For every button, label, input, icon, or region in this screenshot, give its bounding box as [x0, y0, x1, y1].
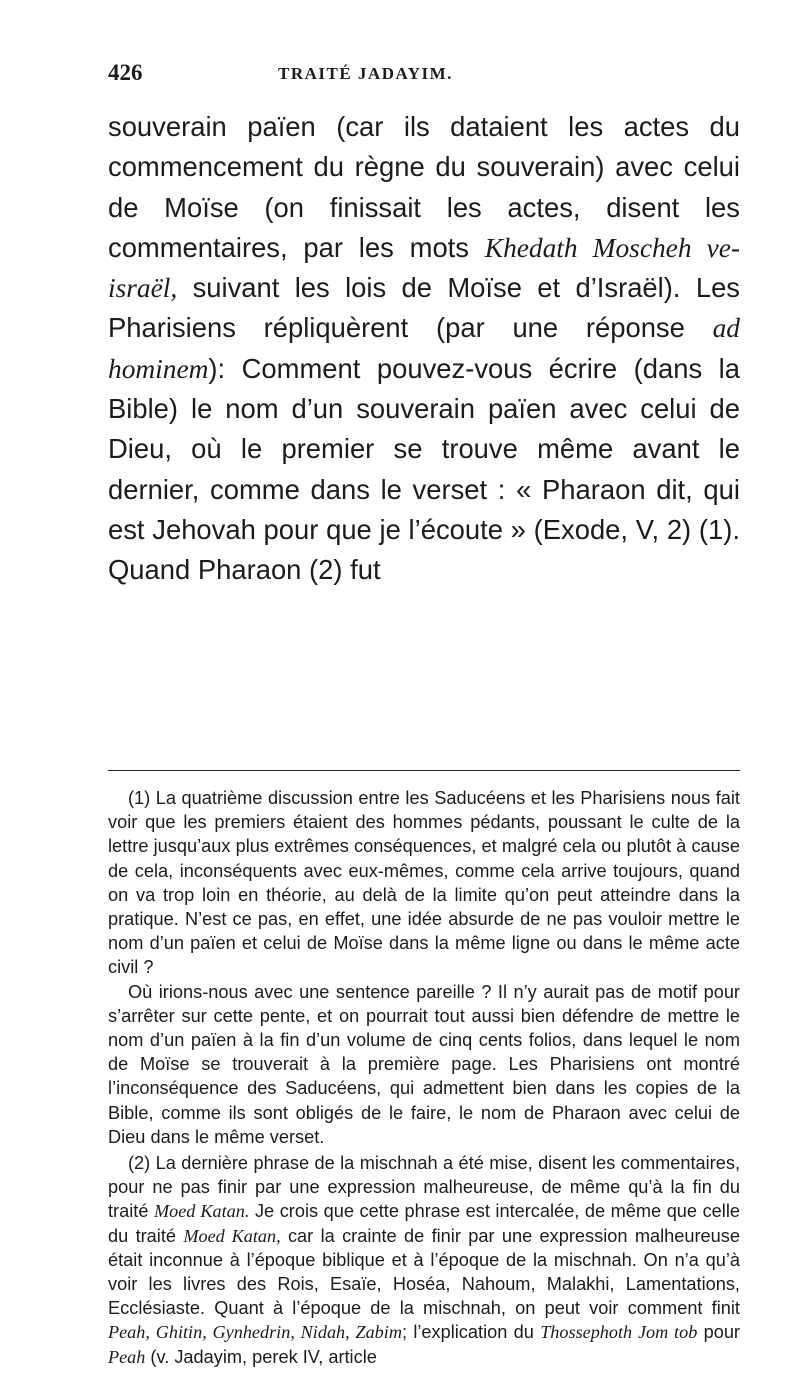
footnote-italic: Peah, Ghitin, Gynhedrin, Nidah, Zabim [108, 1322, 402, 1343]
footnote-italic: Peah [108, 1346, 146, 1367]
footnote-segment: Je crois que cette phrase est intercalée, de même que celle du traité [108, 1201, 740, 1246]
page-number: 426 [108, 60, 143, 85]
page-header [108, 60, 740, 88]
footnote-segment: (2) La dernière phrase de la mischnah a été mise, disent les commentaires, pour ne pas finir par une expression malheureuse, de même qu’à la fin du traité [108, 1153, 740, 1222]
main-text-italic: Khedath Moscheh ve-israël, [108, 232, 741, 304]
footnote-segment: (v. Jadayim, perek IV, article [145, 1346, 377, 1367]
footnote-italic: Moed Katan. [153, 1201, 250, 1222]
running-title: TRAITÉ JADAYIM. [278, 64, 453, 83]
main-text-segment: suivant les lois de Moïse et d’Israël). Les Pharisiens répliquèrent (par une réponse [108, 272, 740, 344]
footnote-italic: Thossephoth Jom tob [540, 1322, 698, 1343]
footnote-segment: pour [697, 1322, 740, 1343]
main-text-italic: ad hominem [108, 313, 740, 384]
footnote-separator [108, 770, 740, 771]
footnote-2 [108, 1151, 740, 1369]
main-text-segment: ): Comment pouvez-vous écrire (dans la Bible) le nom d’un souverain païen avec celui de Dieu, où le premier se trouve même avant le dernier, comme dans le verset : « Pharaon dit, qui est Jehovah pour que je l’écoute » (Exode, V, 2) (1). Quand Pharaon (2) fut [108, 352, 740, 586]
footnote-segment: car la crainte de finir par une expression malheureuse était inconnue à l’époque biblique et à l’époque de la mischnah. On n’a qu’à voir les livres des Rois, Esaïe, Hoséa, Nahoum, Malakhi, Lamentations, Ecclésiaste. Quant à l’époque de la mischnah, on peut voir comment finit [108, 1225, 740, 1319]
footnote-italic: Moed Katan, [183, 1225, 281, 1246]
footnote-segment: ; l’explication du [401, 1322, 541, 1343]
main-text [108, 107, 740, 591]
main-text-segment: souverain païen (car ils dataient les actes du commencement du règne du souverain) avec celui de Moïse (on finissait les actes, disent les commentaires, par les mots [108, 111, 740, 263]
main-paragraph [108, 107, 740, 591]
footnotes [108, 786, 740, 1369]
footnote-1-continuation: Où irions-nous avec une sentence pareille ? Il n’y aurait pas de motif pour s’arrêter sur cette pente, et on pourrait tout aussi bien défendre de mettre le nom d’un païen à la fin d’un volume de cinq cents folios, dans lequel le nom de Moïse se trouverait à la première page. Les Pharisiens ont montré l’inconséquence des Saducéens, qui admettent bien dans les copies de la Bible, comme ils sont obligés de le faire, le nom de Pharaon avec celui de Dieu dans le même verset. [108, 981, 740, 1147]
footnote-1: (1) La quatrième discussion entre les Saducéens et les Pharisiens nous fait voir que les premiers étaient des hommes pédants, poussant le culte de la lettre jusqu’aux plus extrêmes conséquences, et malgré cela ou plutôt à cause de cela, inconséquents avec eux-mêmes, comme cela arrive toujours, quand on va trop loin en théorie, au delà de la limite qu’on peut atteindre dans la pratique. N’est ce pas, en effet, une idée absurde de ne pas vouloir mettre le nom d’un païen et celui de Moïse dans la même ligne ou dans le même acte civil ? [108, 788, 740, 978]
